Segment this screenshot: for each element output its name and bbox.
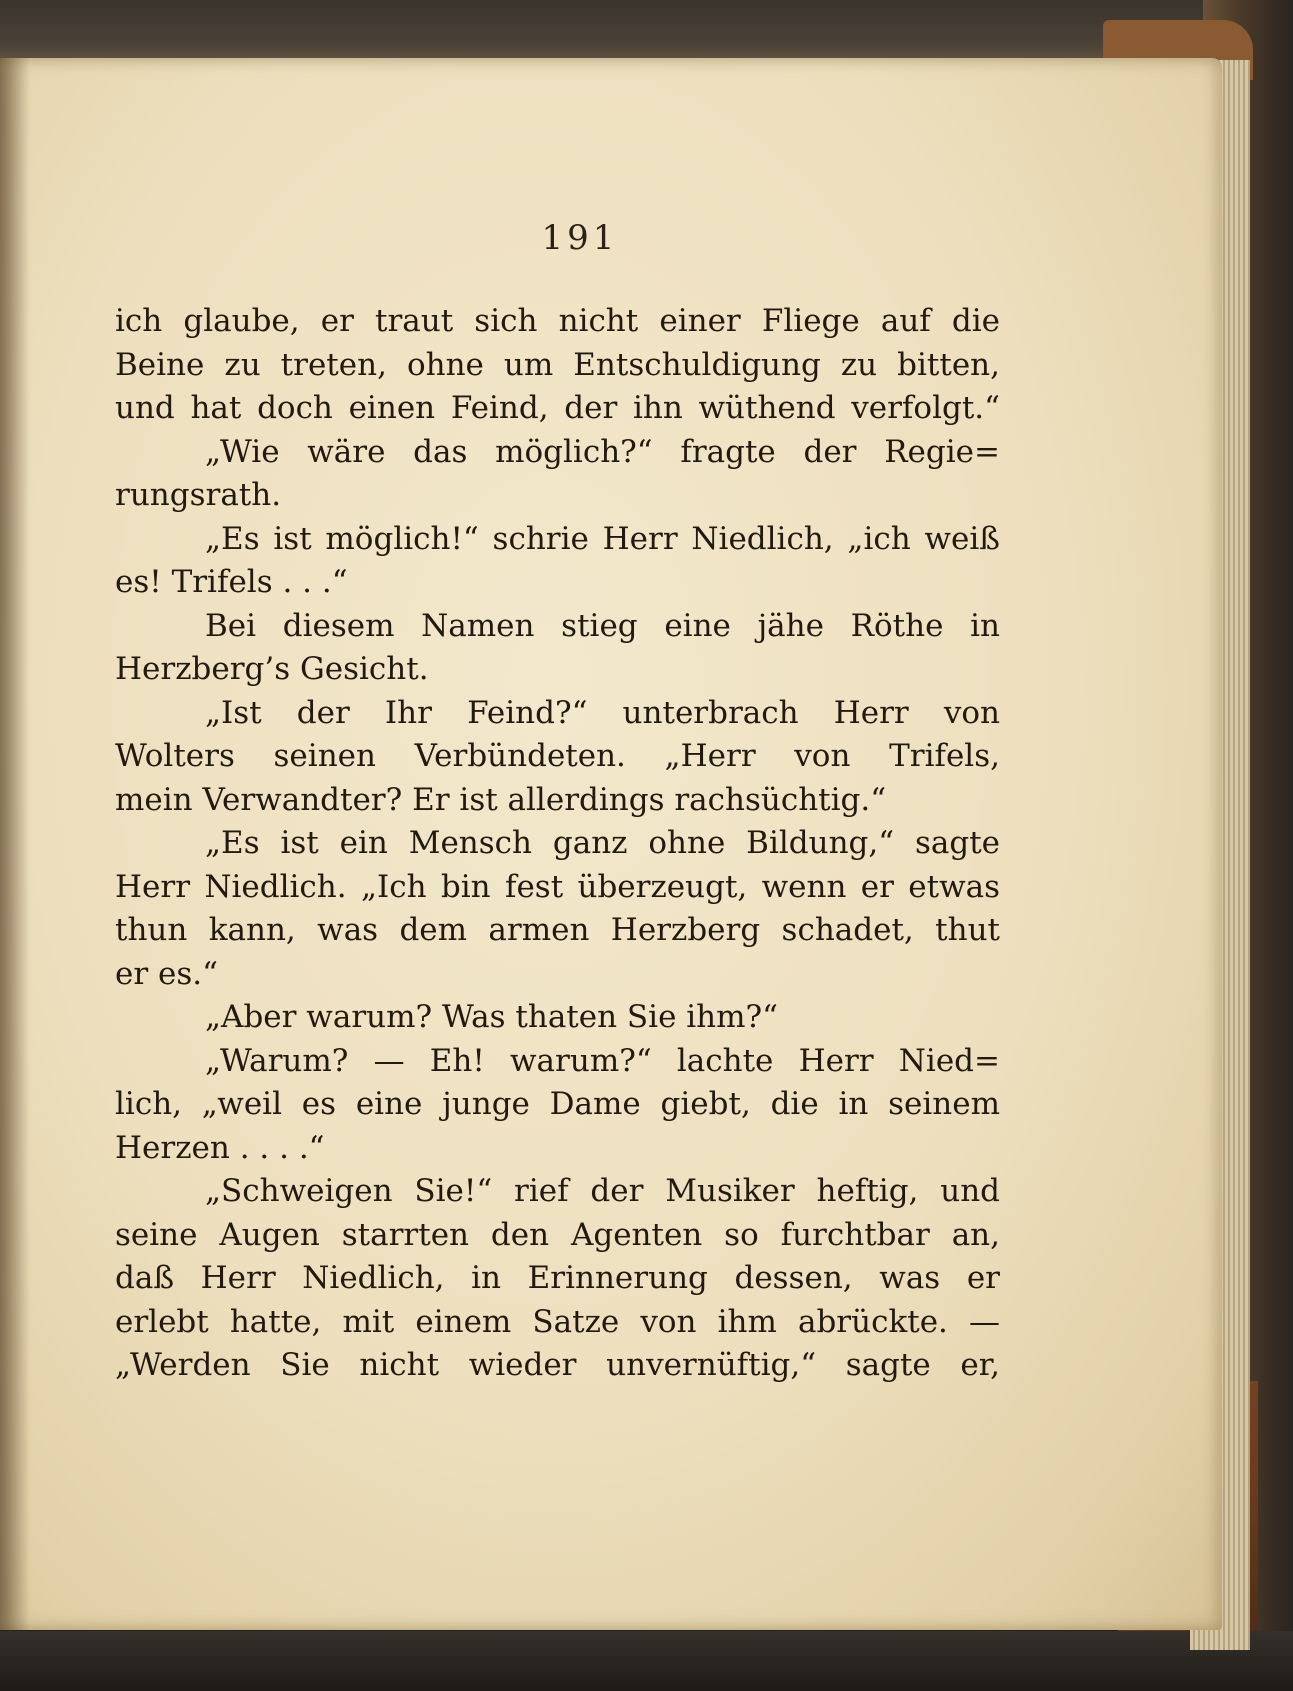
text-line: „Wie wäre das möglich?“ fragte der Regie= [205,433,1000,470]
text-line: erlebt hatte, mit einem Satze von ihm abrückte. — [115,1303,1000,1340]
text-line: er es.“ [115,955,218,992]
body-text [115,300,1000,1388]
text-line: „Schweigen Sie!“ rief der Musiker heftig, und [205,1173,1000,1209]
text-line: „Werden Sie nicht wieder unvernüftig,“ sagte er, [115,1347,1000,1383]
text-line: „Es ist möglich!“ schrie Herr Niedlich, „ich weiß [205,520,1000,557]
text-line: „Ist der Ihr Feind?“ unterbrach Herr von [205,694,1000,731]
text-line: rungsrath. [115,477,282,513]
text-line: seine Augen starrten den Agenten so furchtbar an, [115,1216,1000,1253]
text-line: es! Trifels . . .“ [115,564,348,600]
text-line: mein Verwandter? Er ist allerdings rachsüchtig.“ [115,781,887,818]
text-line: „Es ist ein Mensch ganz ohne Bildung,“ sagte [205,825,1000,861]
text-line: Wolters seinen Verbündeten. „Herr von Trifels, [115,738,1000,774]
text-line: lich, „weil es eine junge Dame giebt, die in seinem [115,1086,1000,1122]
text-line: thun kann, was dem armen Herzberg schadet, thut [115,912,1000,948]
book-cover-bottom [0,1631,1293,1691]
spine-shadow [0,58,30,1630]
page-number: 191 [541,218,619,258]
text-line: Herzen . . . .“ [115,1129,325,1166]
text-line: daß Herr Niedlich, in Erinnerung dessen, was er [115,1260,1000,1296]
text-line: „Warum? — Eh! warum?“ lachte Herr Nied= [205,1042,1000,1079]
text-line: Bei diesem Namen stieg eine jähe Röthe in [205,607,1000,644]
text-line: Herzberg’s Gesicht. [115,651,429,687]
text-line: Herr Niedlich. „Ich bin fest überzeugt, wenn er etwas [115,868,1000,905]
text-line: und hat doch einen Feind, der ihn wüthend verfolgt.“ [115,390,1000,426]
text-line: „Aber warum? Was thaten Sie ihm?“ [205,999,779,1035]
text-line: Beine zu treten, ohne um Entschuldigung zu bitten, [115,346,1000,383]
text-line: ich glaube, er traut sich nicht einer Fliege auf die [115,303,1000,339]
